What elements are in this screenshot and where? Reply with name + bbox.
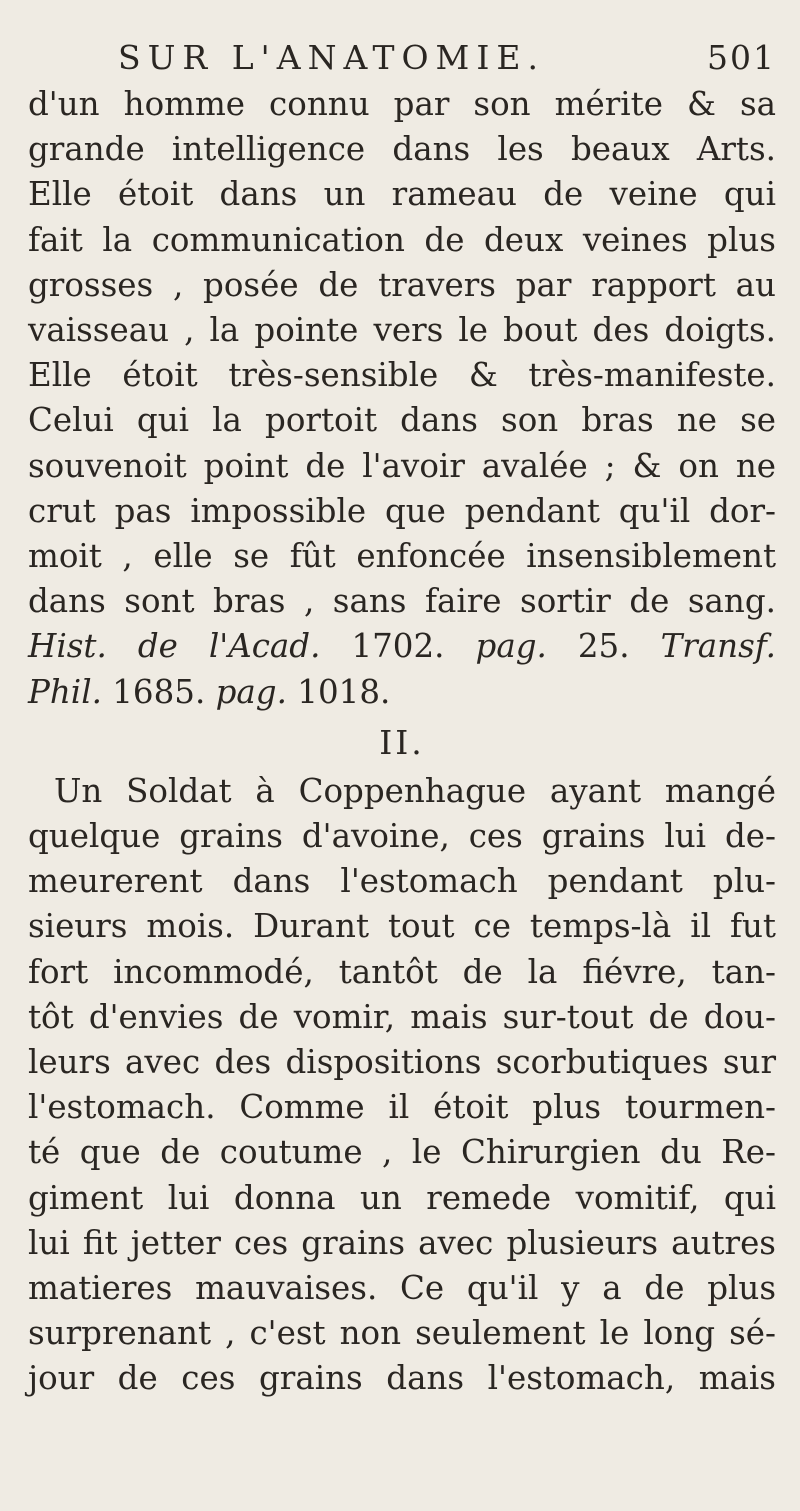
text-line: fort incommodé, tantôt de la fiévre, tan- <box>28 952 776 991</box>
paragraph-1 <box>28 82 776 715</box>
ref-year-2: 1685. <box>101 672 216 711</box>
ref-source: Hist. de l'Acad. <box>28 627 321 666</box>
text-line: lui fit jetter ces grains avec plusieurs autres <box>28 1223 776 1262</box>
text-line: Un Soldat à Coppenhague ayant mangé <box>54 771 776 810</box>
text-line: leurs avec des dispositions scorbutiques sur <box>28 1043 776 1082</box>
text-line: fait la communication de deux veines plus <box>28 220 776 259</box>
text-line: jour de ces grains dans l'estomach, mais <box>28 1359 776 1398</box>
text-line: Celui qui la portoit dans son bras ne se <box>28 401 776 440</box>
text-line: moit , elle se fût enfoncée insensiblement <box>28 537 776 576</box>
text-line: l'estomach. Comme il étoit plus tourmen- <box>28 1088 776 1127</box>
page-number: 501 <box>707 38 776 77</box>
text-line: crut pas impossible que pendant qu'il dor- <box>28 491 776 530</box>
ref-pag-label-2: pag. <box>215 672 287 711</box>
text-line: meurerent dans l'estomach pendant plu- <box>28 862 776 901</box>
running-header <box>28 38 776 82</box>
reference-line <box>28 624 776 669</box>
text-line: matieres mauvaises. Ce qu'il y a de plus <box>28 1269 776 1308</box>
text-line: tôt d'envies de vomir, mais sur-tout de dou- <box>28 997 776 1036</box>
running-title: SUR L'ANATOMIE. <box>118 38 545 77</box>
text-line: grosses , posée de travers par rapport au <box>28 265 776 304</box>
text-line: Elle étoit dans un rameau de veine qui <box>28 175 776 214</box>
text-line: vaisseau , la pointe vers le bout des doigts. <box>28 311 776 350</box>
ref-pag-label: pag. <box>475 627 547 666</box>
ref-page-2: 1018. <box>286 672 391 711</box>
book-page <box>28 38 776 1402</box>
text-line: té que de coutume , le Chirurgien du Re- <box>28 1133 776 1172</box>
text-line: souvenoit point de l'avoir avalée ; & on ne <box>28 446 776 485</box>
text-line: quelque grains d'avoine, ces grains lui de- <box>28 817 776 856</box>
text-line: surprenant , c'est non seulement le long sé- <box>28 1314 776 1353</box>
ref-source-2: Transf. <box>660 627 776 666</box>
text-line: sieurs mois. Durant tout ce temps-là il fut <box>28 907 776 946</box>
text-line: d'un homme connu par son mérite & sa <box>28 85 776 123</box>
text-line: giment lui donna un remede vomitif, qui <box>28 1178 776 1217</box>
text-line: dans sont bras , sans faire sortir de sang. <box>28 582 776 621</box>
section-numeral: II. <box>379 722 425 762</box>
ref-page: 25. <box>546 627 661 666</box>
text-line: Elle étoit très-sensible & très-manifeste. <box>28 356 776 395</box>
paragraph-2 <box>28 769 776 1402</box>
reference-line <box>28 670 776 715</box>
ref-source-2b: Phil. <box>28 672 102 711</box>
ref-year: 1702. <box>320 627 476 666</box>
text-line: grande intelligence dans les beaux Arts. <box>28 130 776 169</box>
